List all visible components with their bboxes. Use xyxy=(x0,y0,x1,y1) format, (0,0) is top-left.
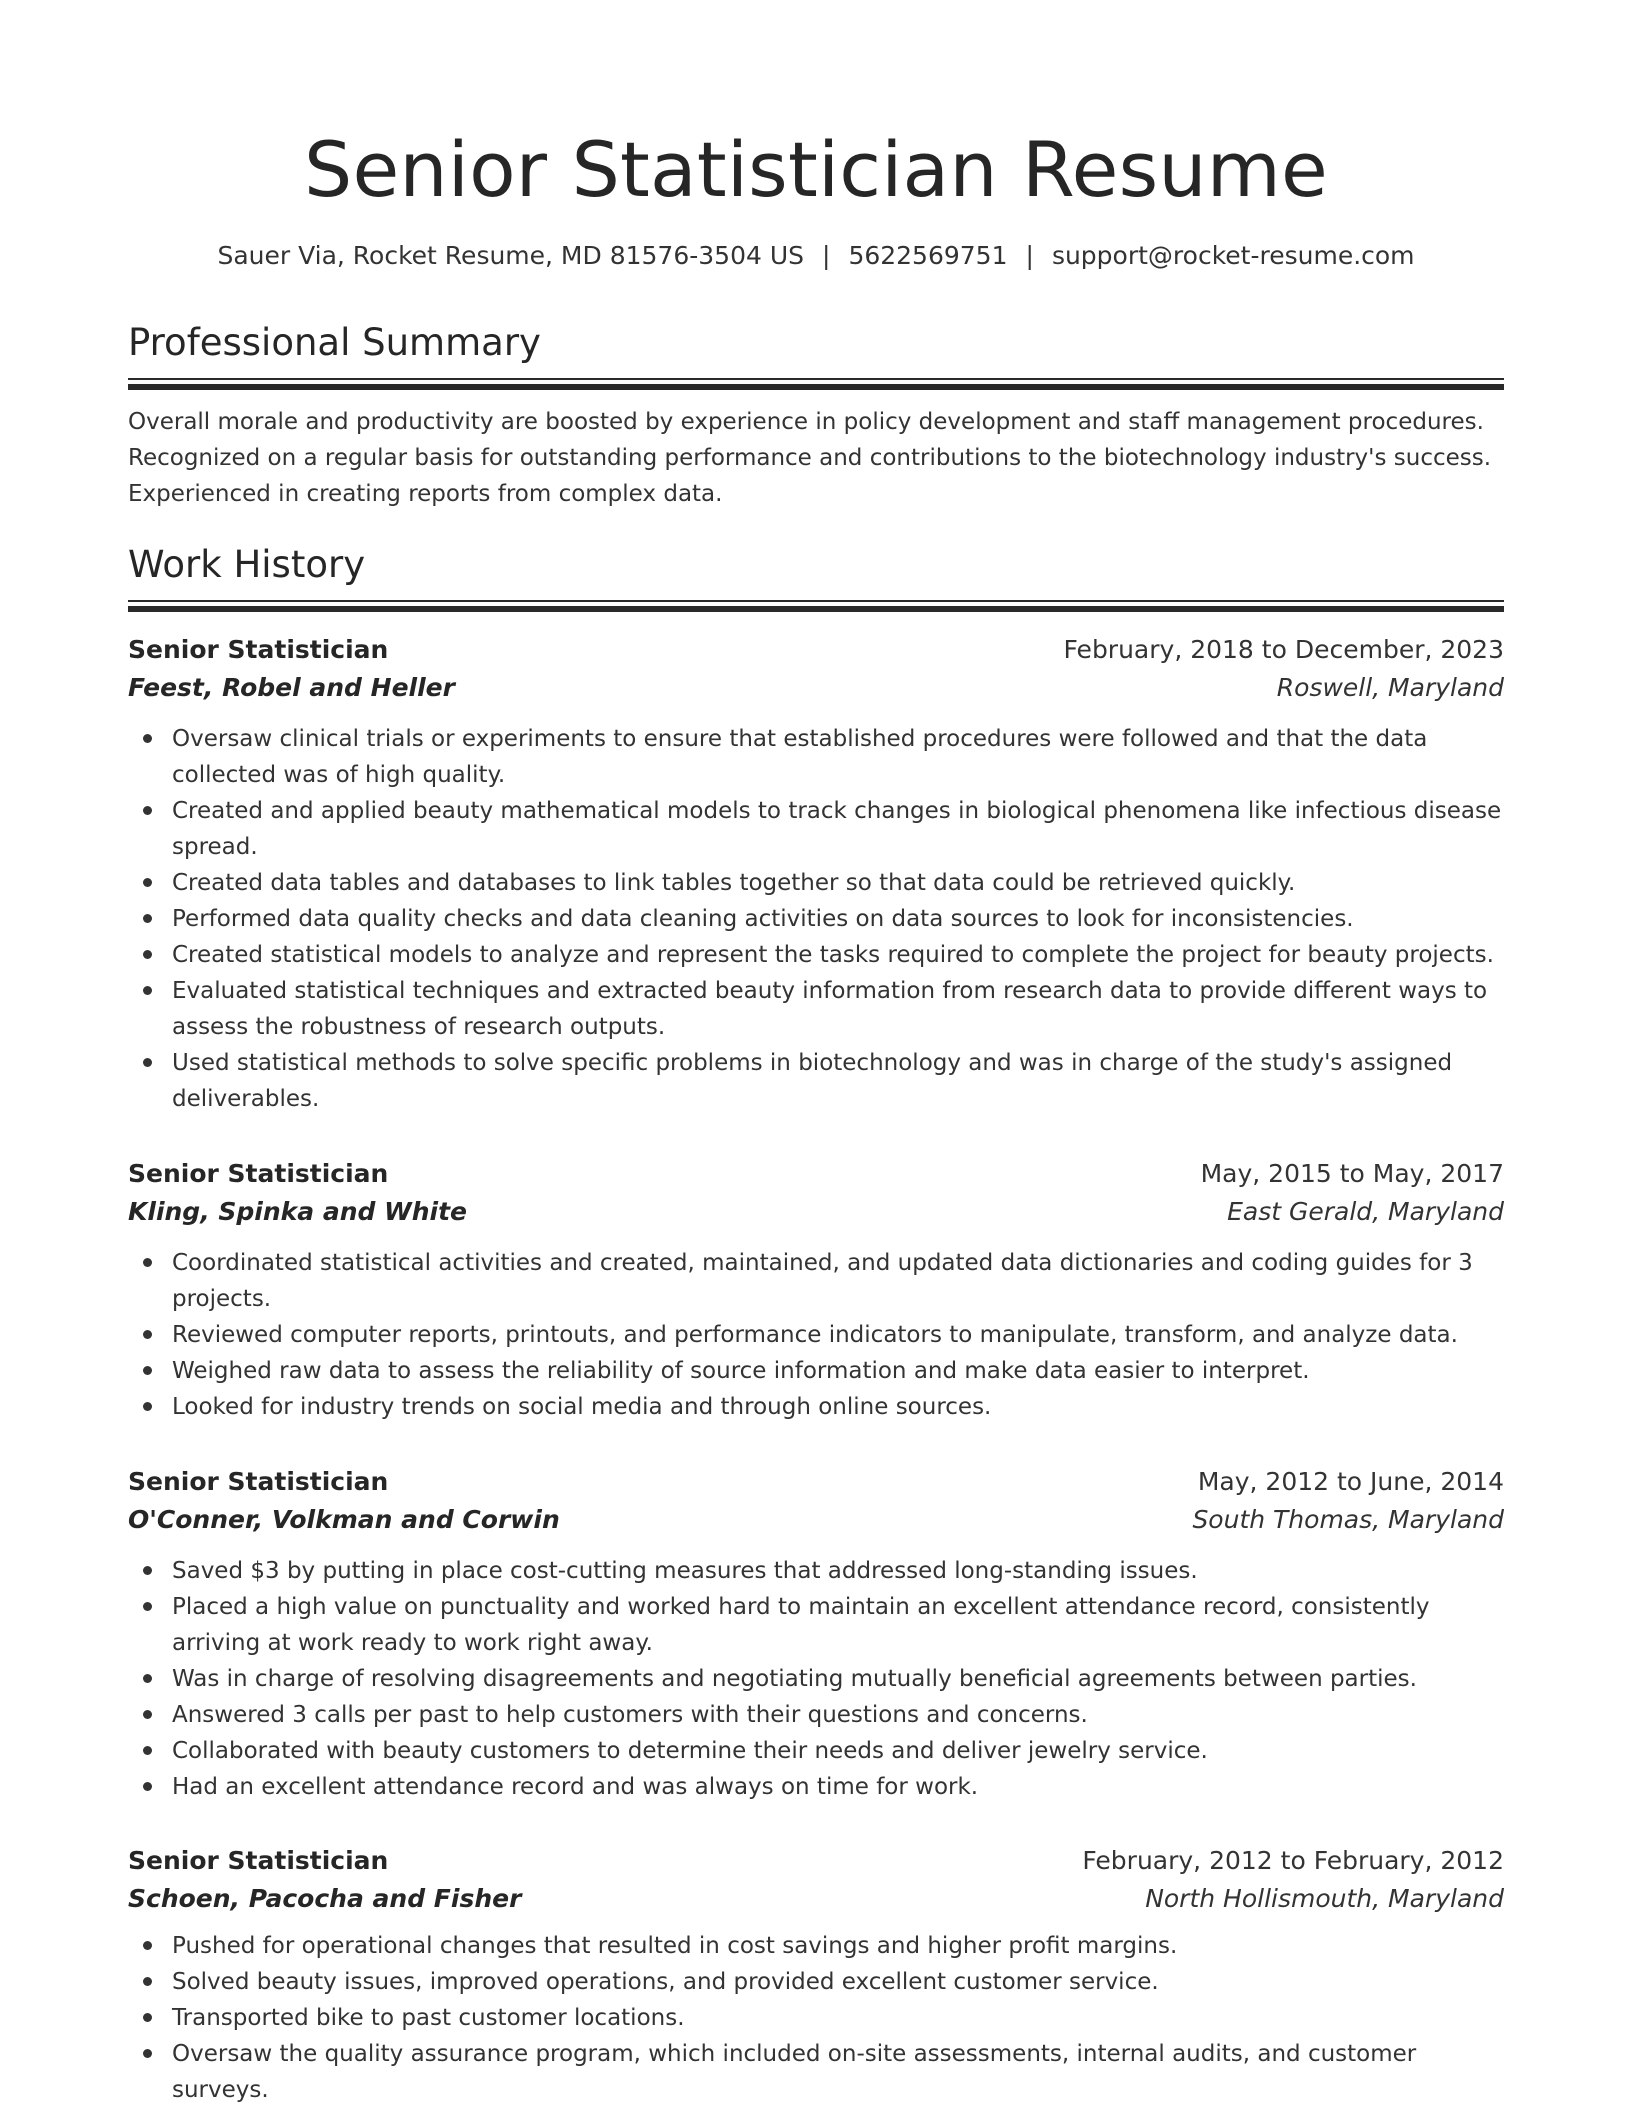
job-company: Schoen, Pacocha and Fisher xyxy=(128,1884,522,1913)
job-dates: February, 2018 to December, 2023 xyxy=(1063,635,1504,664)
job-title: Senior Statistician xyxy=(128,635,389,664)
job-company: O'Conner, Volkman and Corwin xyxy=(128,1505,560,1534)
job-entry xyxy=(128,631,1504,1117)
section-divider xyxy=(128,378,1504,380)
list-item: Answered 3 calls per past to help customers with their questions and concerns. xyxy=(172,1697,1504,1733)
list-item: Created statistical models to analyze and represent the tasks required to complete the project for beauty projects. xyxy=(172,937,1504,973)
job-header-row xyxy=(128,1155,1504,1193)
job-header-row xyxy=(128,631,1504,669)
job-bullets xyxy=(128,1553,1504,1805)
job-company: Kling, Spinka and White xyxy=(128,1197,467,1226)
job-dates: May, 2015 to May, 2017 xyxy=(1200,1159,1504,1188)
contact-separator: | xyxy=(1025,241,1034,270)
list-item: Was in charge of resolving disagreements and negotiating mutually beneficial agreements between parties. xyxy=(172,1661,1504,1697)
work-history-section xyxy=(128,540,1504,612)
contact-phone: 5622569751 xyxy=(848,241,1008,270)
job-company-row xyxy=(128,1193,1504,1231)
list-item: Pushed for operational changes that resulted in cost savings and higher profit margins. xyxy=(172,1928,1504,1964)
list-item: Had an excellent attendance record and was always on time for work. xyxy=(172,1769,1504,1805)
job-entry xyxy=(128,1842,1504,2108)
list-item: Created and applied beauty mathematical models to track changes in biological phenomena like infectious disease spread. xyxy=(172,793,1504,865)
job-company: Feest, Robel and Heller xyxy=(128,673,455,702)
list-item: Collaborated with beauty customers to determine their needs and deliver jewelry service. xyxy=(172,1733,1504,1769)
job-location: East Gerald, Maryland xyxy=(1227,1197,1504,1226)
list-item: Reviewed computer reports, printouts, and performance indicators to manipulate, transform, and analyze data. xyxy=(172,1317,1504,1353)
section-divider-thick xyxy=(128,606,1504,612)
work-history-heading: Work History xyxy=(128,543,366,586)
summary-section xyxy=(128,318,1504,512)
job-title: Senior Statistician xyxy=(128,1159,389,1188)
page-title: Senior Statistician Resume xyxy=(304,125,1328,214)
list-item: Oversaw the quality assurance program, which included on-site assessments, internal audits, and customer surveys. xyxy=(172,2036,1504,2108)
job-dates: February, 2012 to February, 2012 xyxy=(1082,1846,1504,1875)
list-item: Created data tables and databases to link tables together so that data could be retrieved quickly. xyxy=(172,865,1504,901)
list-item: Oversaw clinical trials or experiments to ensure that established procedures were followed and that the data collected was of high quality. xyxy=(172,721,1504,793)
job-company-row xyxy=(128,1880,1504,1918)
list-item: Weighed raw data to assess the reliability of source information and make data easier to interpret. xyxy=(172,1353,1504,1389)
section-divider-thick xyxy=(128,384,1504,390)
job-entry xyxy=(128,1155,1504,1425)
summary-text: Overall morale and productivity are boosted by experience in policy development and staff management procedures. Recognized on a regular basis for outstanding performance and contributions to the biotechnology industry's success. Experienced in creating reports from complex data. xyxy=(128,409,1492,507)
list-item: Used statistical methods to solve specific problems in biotechnology and was in charge of the study's assigned deliverables. xyxy=(172,1045,1504,1117)
job-location: South Thomas, Maryland xyxy=(1192,1505,1504,1534)
list-item: Performed data quality checks and data cleaning activities on data sources to look for inconsistencies. xyxy=(172,901,1504,937)
contact-address: Sauer Via, Rocket Resume, MD 81576-3504 US xyxy=(217,241,804,270)
job-dates: May, 2012 to June, 2014 xyxy=(1197,1467,1504,1496)
list-item: Transported bike to past customer locations. xyxy=(172,2000,1504,2036)
job-company-row xyxy=(128,1501,1504,1539)
list-item: Solved beauty issues, improved operations, and provided excellent customer service. xyxy=(172,1964,1504,2000)
job-location: Roswell, Maryland xyxy=(1276,673,1504,702)
summary-heading: Professional Summary xyxy=(128,321,541,364)
job-location: North Hollismouth, Maryland xyxy=(1145,1884,1504,1913)
contact-line xyxy=(128,238,1504,274)
job-title: Senior Statistician xyxy=(128,1846,389,1875)
contact-separator: | xyxy=(822,241,831,270)
job-company-row xyxy=(128,669,1504,707)
job-bullets xyxy=(128,1928,1504,2108)
section-divider xyxy=(128,600,1504,602)
list-item: Placed a high value on punctuality and worked hard to maintain an excellent attendance record, consistently arriving at work ready to work right away. xyxy=(172,1589,1504,1661)
list-item: Coordinated statistical activities and created, maintained, and updated data dictionaries and coding guides for 3 projects. xyxy=(172,1245,1504,1317)
job-header-row xyxy=(128,1842,1504,1880)
job-bullets xyxy=(128,1245,1504,1425)
job-entry xyxy=(128,1463,1504,1805)
job-header-row xyxy=(128,1463,1504,1501)
job-title: Senior Statistician xyxy=(128,1467,389,1496)
list-item: Saved $3 by putting in place cost-cutting measures that addressed long-standing issues. xyxy=(172,1553,1504,1589)
list-item: Looked for industry trends on social media and through online sources. xyxy=(172,1389,1504,1425)
job-bullets xyxy=(128,721,1504,1117)
list-item: Evaluated statistical techniques and extracted beauty information from research data to provide different ways to assess the robustness of research outputs. xyxy=(172,973,1504,1045)
contact-email[interactable]: support@rocket-resume.com xyxy=(1051,241,1415,270)
